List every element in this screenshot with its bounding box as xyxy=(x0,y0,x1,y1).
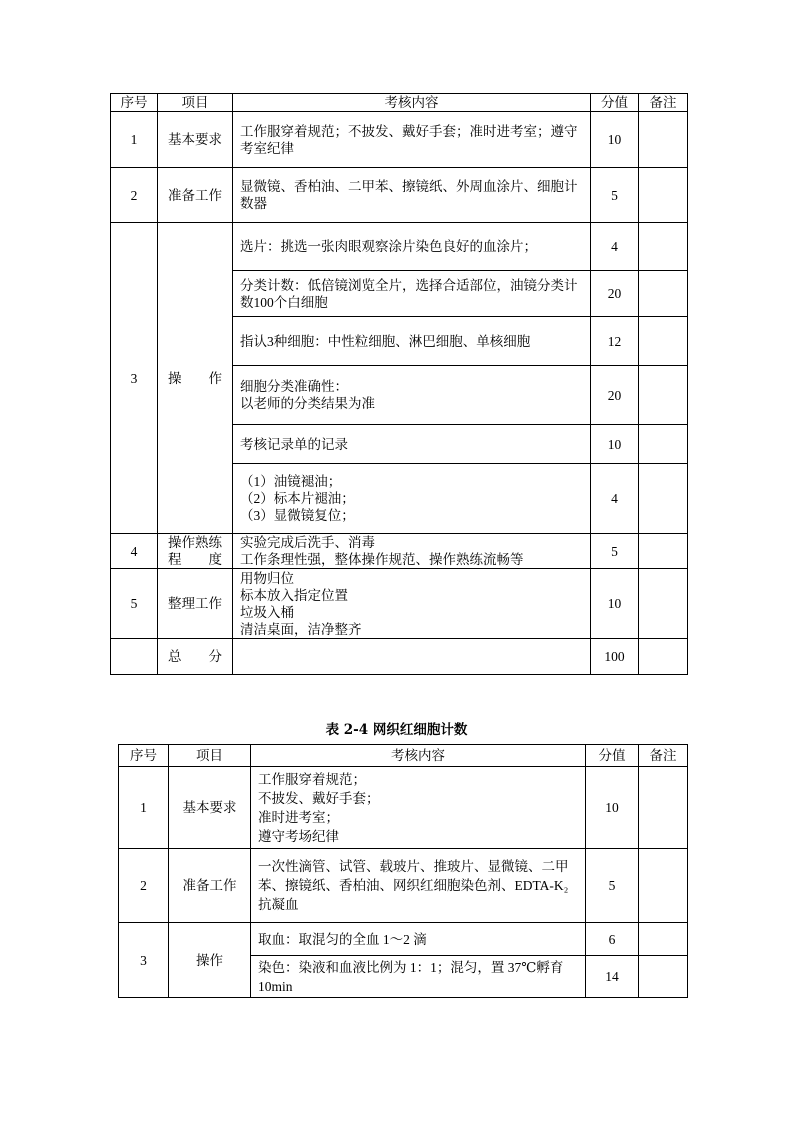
row-content xyxy=(233,534,591,569)
row-content xyxy=(251,767,586,849)
row-note xyxy=(639,464,688,534)
content-line: （3）显微镜复位； xyxy=(240,508,355,523)
subrow-score: 12 xyxy=(591,317,639,366)
content-line: 选片：挑选一张肉眼观察涂片染色良好的血涂片； xyxy=(240,239,537,254)
content-line: 用物归位 xyxy=(240,570,294,586)
table-row xyxy=(119,923,688,956)
subrow-content xyxy=(233,366,591,425)
subrow-content xyxy=(251,923,586,956)
header-score: 分值 xyxy=(586,745,639,767)
table-row xyxy=(111,223,688,271)
content-line: 数100个白细胞 xyxy=(240,294,328,310)
content-line: 指认3种细胞：中性粒细胞、淋巴细胞、单核细胞 xyxy=(240,333,531,349)
content-line: 显微镜、香柏油、二甲苯、擦镜纸、外周血涂片、细胞计 xyxy=(240,179,578,194)
content-line: 垃圾入桶 xyxy=(240,604,294,620)
row-note xyxy=(639,923,688,956)
row-number: 1 xyxy=(119,767,169,849)
content-line: 取血：取混匀的全血 1～2 滴 xyxy=(258,931,427,947)
row-note xyxy=(639,767,688,849)
row-item: 基本要求 xyxy=(158,112,233,168)
content-line: 实验完成后洗手、消毒 xyxy=(240,535,375,550)
total-label: 总 分 xyxy=(158,639,233,675)
row-score: 10 xyxy=(586,767,639,849)
content-line: 不披发、戴好手套； xyxy=(258,790,380,806)
row-item: 整理工作 xyxy=(158,569,233,639)
row-note xyxy=(639,956,688,998)
row-score: 5 xyxy=(591,534,639,569)
subrow-score: 4 xyxy=(591,464,639,534)
item-line: 程 度 xyxy=(168,552,222,567)
subrow-score: 14 xyxy=(586,956,639,998)
content-line: 工作服穿着规范； xyxy=(258,771,366,787)
table-row xyxy=(111,534,688,569)
header-content: 考核内容 xyxy=(251,745,586,767)
content-line: 考核记录单的记录 xyxy=(240,436,348,452)
row-note xyxy=(639,168,688,223)
item-line: 操作熟练 xyxy=(168,535,222,550)
subrow-score: 20 xyxy=(591,366,639,425)
row-note xyxy=(639,112,688,168)
header-note: 备注 xyxy=(639,94,688,112)
content-line: 数器 xyxy=(240,196,267,211)
content-line: 染色：染液和血液比例为 1：1；混匀，置 37℃孵育 xyxy=(258,959,564,975)
row-score: 10 xyxy=(591,569,639,639)
table-row xyxy=(111,112,688,168)
assessment-table-1 xyxy=(110,93,688,675)
content-line: 工作条理性强，整体操作规范、操作熟练流畅等 xyxy=(240,552,524,567)
row-number: 4 xyxy=(111,534,158,569)
subrow-content xyxy=(233,271,591,317)
content-line: 一次性滴管、试管、载玻片、推玻片、显微镜、二甲 xyxy=(258,859,569,874)
content-line: 准时进考室； xyxy=(258,809,339,825)
row-content xyxy=(233,168,591,223)
header-row xyxy=(111,94,688,112)
row-item: 操 作 xyxy=(158,223,233,534)
row-number: 3 xyxy=(111,223,158,534)
table-title: 表 2-4 网织红细胞计数 xyxy=(325,722,468,738)
empty-cell xyxy=(111,639,158,675)
content-line: 以老师的分类结果为准 xyxy=(240,396,375,411)
row-content xyxy=(233,569,591,639)
content-line: 遵守考场纪律 xyxy=(258,828,339,844)
content-line: 分类计数：低倍镜浏览全片，选择合适部位，油镜分类计 xyxy=(240,277,578,293)
subrow-score: 10 xyxy=(591,425,639,464)
row-score: 10 xyxy=(591,112,639,168)
row-number: 1 xyxy=(111,112,158,168)
row-number: 3 xyxy=(119,923,169,998)
subrow-content xyxy=(233,223,591,271)
row-number: 2 xyxy=(111,168,158,223)
subrow-content xyxy=(251,956,586,998)
content-line: （1）油镜褪油； xyxy=(240,474,342,489)
row-note xyxy=(639,223,688,271)
header-row xyxy=(119,745,688,767)
assessment-table-2 xyxy=(118,744,688,998)
row-item: 基本要求 xyxy=(169,767,251,849)
content-line: 苯、擦镜纸、香柏油、网织红细胞染色剂、EDTA-K₂ xyxy=(258,878,569,893)
row-item: 准备工作 xyxy=(169,849,251,923)
row-note xyxy=(639,534,688,569)
header-no: 序号 xyxy=(119,745,169,767)
row-number: 5 xyxy=(111,569,158,639)
row-content xyxy=(251,849,586,923)
row-score: 5 xyxy=(591,168,639,223)
content-line: 工作服穿着规范；不披发、戴好手套；准时进考室；遵守 xyxy=(240,123,578,139)
table-row xyxy=(119,849,688,923)
row-item: 准备工作 xyxy=(158,168,233,223)
row-content xyxy=(233,112,591,168)
row-score: 5 xyxy=(586,849,639,923)
row-item xyxy=(158,534,233,569)
row-note xyxy=(639,271,688,317)
total-score: 100 xyxy=(591,639,639,675)
total-row xyxy=(111,639,688,675)
header-item: 项目 xyxy=(169,745,251,767)
empty-cell xyxy=(233,639,591,675)
row-note xyxy=(639,849,688,923)
content-line: （2）标本片褪油； xyxy=(240,491,355,506)
subrow-content xyxy=(233,425,591,464)
row-note xyxy=(639,366,688,425)
content-line: 细胞分类准确性： xyxy=(240,379,348,394)
header-item: 项目 xyxy=(158,94,233,112)
row-note xyxy=(639,317,688,366)
content-line: 10min xyxy=(258,978,293,994)
subrow-score: 4 xyxy=(591,223,639,271)
subrow-content xyxy=(233,317,591,366)
content-line: 抗凝血 xyxy=(258,897,299,912)
content-line: 考室纪律 xyxy=(240,140,294,156)
table-row xyxy=(111,569,688,639)
row-note xyxy=(639,639,688,675)
row-note xyxy=(639,569,688,639)
header-content: 考核内容 xyxy=(233,94,591,112)
header-no: 序号 xyxy=(111,94,158,112)
subrow-score: 6 xyxy=(586,923,639,956)
table-row xyxy=(119,767,688,849)
table-row xyxy=(111,168,688,223)
subrow-content xyxy=(233,464,591,534)
header-note: 备注 xyxy=(639,745,688,767)
header-score: 分值 xyxy=(591,94,639,112)
content-line: 清洁桌面，洁净整齐 xyxy=(240,621,362,637)
row-item: 操作 xyxy=(169,923,251,998)
row-note xyxy=(639,425,688,464)
subrow-score: 20 xyxy=(591,271,639,317)
row-number: 2 xyxy=(119,849,169,923)
content-line: 标本放入指定位置 xyxy=(240,587,348,603)
